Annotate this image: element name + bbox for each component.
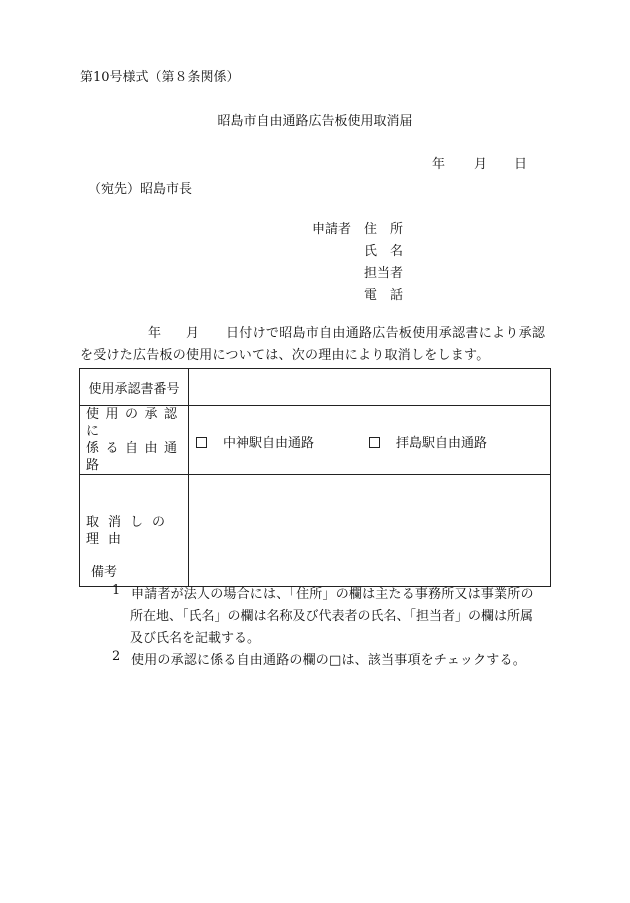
road-label [80,406,189,475]
checkbox-haijima[interactable] [369,437,380,448]
road-option-haijima-label: 拝島駅自由通路 [396,436,488,451]
applicant-contact-label: 担当者 [364,266,404,281]
form-title: 昭島市自由通路広告板使用取消届 [217,114,413,129]
date-month-label: 月 [474,157,488,172]
road-option-nakagami[interactable] [196,432,314,451]
body-year-label: 年 [148,326,162,341]
note-1-line3: 及び氏名を記載する。 [130,631,261,646]
date-year-label: 年 [432,157,446,172]
note-1-line2: 所在地、「氏名」の欄は名称及び代表者の氏名、「担当者」の欄は所属 [130,609,534,624]
reason-field[interactable] [189,475,551,587]
table-row-road [80,406,551,475]
date-day-label: 日 [514,157,528,172]
applicant-address-label: 住 所 [364,222,404,237]
road-option-nakagami-label: 中神駅自由通路 [223,436,315,451]
approval-number-field[interactable] [189,369,551,406]
reason-label-text: 取消しの理由 [86,514,175,547]
applicant-name-label: 氏 名 [364,244,404,259]
applicant-label: 申請者 [312,222,352,237]
note-2-text: 使用の承認に係る自由通路の欄の□は、該当事項をチェックする。 [131,653,526,668]
road-label-line1: 使用の承認に [86,407,184,439]
road-option-haijima[interactable] [369,432,487,451]
applicant-phone-label: 電 話 [364,288,404,303]
note-2-number: 2 [112,649,121,664]
form-table [79,368,551,587]
table-row-reason [80,475,551,587]
addressee: （宛先）昭島市長 [88,182,193,197]
road-options-cell [189,406,551,475]
body-text-line2: を受けた広告板の使用については、次の理由により取消しをします。 [80,348,490,363]
table-row-approval-number [80,369,551,406]
approval-number-label: 使用承認書番号 [80,369,189,406]
checkbox-nakagami[interactable] [196,437,207,448]
road-label-line2: 係る自由通路 [86,441,184,473]
body-month-label: 月 [186,326,200,341]
form-number: 第10号様式（第８条関係） [80,70,240,85]
note-1-text-line1: 申請者が法人の場合には、「住所」の欄は主たる事務所又は事業所の [131,587,534,602]
body-line1-text: 日付けで昭島市自由通路広告板使用承認書により承認 [226,326,546,341]
note-1-number: 1 [112,583,121,598]
notes-heading: 備考 [91,565,118,580]
